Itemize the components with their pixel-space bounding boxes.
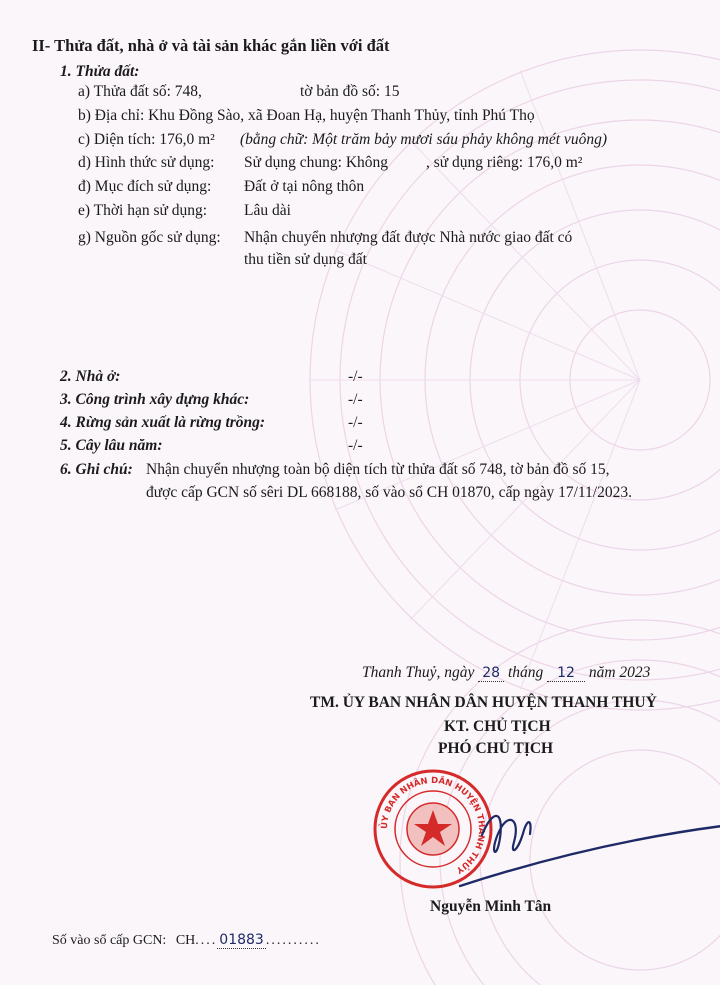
usage-origin-label: g) Nguồn gốc sử dụng: — [78, 229, 221, 246]
area-in-words: (bằng chữ: Một trăm bảy mươi sáu phảy không mét vuông) — [240, 131, 607, 148]
registry-prefix: CH — [175, 933, 196, 948]
area: c) Diện tích: 176,0 m² — [78, 131, 215, 148]
year-text: năm 2023 — [584, 664, 651, 681]
signer-role-1: KT. CHỦ TỊCH — [444, 718, 551, 735]
section-title: II- Thửa đất, nhà ở và tài sản khác gắn liền với đất — [32, 36, 390, 55]
place-date-prefix: Thanh Thuỷ, ngày — [362, 664, 479, 681]
handwritten-signature — [400, 790, 720, 900]
usage-term-label: e) Thời hạn sử dụng: — [78, 202, 208, 219]
item-perennial-label: 5. Cây lâu năm: — [60, 437, 163, 454]
month-word: tháng — [504, 664, 548, 681]
map-sheet-number: tờ bản đồ số: 15 — [300, 83, 400, 100]
registry-line: Số vào sổ cấp GCN: CH.... 01883 .......... — [52, 932, 321, 948]
registry-label: Số vào sổ cấp GCN: — [52, 933, 167, 948]
signer-name: Nguyễn Minh Tân — [430, 898, 552, 915]
usage-term-value: Lâu dài — [244, 202, 291, 219]
usage-shared: Sử dụng chung: Không — [244, 154, 389, 171]
item-forest-value: -/- — [348, 414, 363, 431]
note-label: 6. Ghi chú: — [60, 461, 133, 478]
month-value: 12 — [547, 665, 585, 682]
item-house-value: -/- — [348, 368, 363, 385]
usage-origin-line2: thu tiền sử dụng đất — [244, 251, 367, 268]
signer-role-2: PHÓ CHỦ TỊCH — [438, 740, 554, 757]
place-date — [362, 663, 650, 683]
item-forest-label: 4. Rừng sản xuất là rừng trồng: — [60, 414, 266, 431]
note-line2: được cấp GCN số sêri DL 668188, số vào sổ CH 01870, cấp ngày 17/11/2023. — [146, 484, 632, 501]
seal-text: ỦY BAN NHÂN DÂN HUYỆN THANH THỦY — [379, 775, 487, 875]
item-construction-label: 3. Công trình xây dựng khác: — [60, 391, 250, 408]
note-line1: Nhận chuyển nhượng toàn bộ diện tích từ thửa đất số 748, tờ bản đồ số 15, — [146, 461, 610, 478]
usage-purpose-value: Đất ở tại nông thôn — [244, 178, 365, 195]
day-value: 28 — [478, 665, 504, 682]
registry-number: 01883 — [219, 932, 264, 948]
address: b) Địa chỉ: Khu Đồng Sào, xã Đoan Hạ, huyện Thanh Thủy, tỉnh Phú Thọ — [78, 107, 535, 124]
usage-origin-line1: Nhận chuyển nhượng đất được Nhà nước giao đất có — [244, 229, 573, 246]
usage-purpose-label: đ) Mục đích sử dụng: — [78, 178, 212, 195]
parcel-number: a) Thửa đất số: 748, — [78, 83, 202, 100]
item-house-label: 2. Nhà ở: — [60, 368, 121, 385]
usage-private: , sử dụng riêng: 176,0 m² — [426, 154, 583, 171]
item-construction-value: -/- — [348, 391, 363, 408]
land-heading: 1. Thửa đất: — [60, 63, 140, 80]
item-perennial-value: -/- — [348, 437, 363, 454]
usage-form-label: d) Hình thức sử dụng: — [78, 154, 215, 171]
issuing-authority: TM. ỦY BAN NHÂN DÂN HUYỆN THANH THUỶ — [310, 694, 657, 711]
